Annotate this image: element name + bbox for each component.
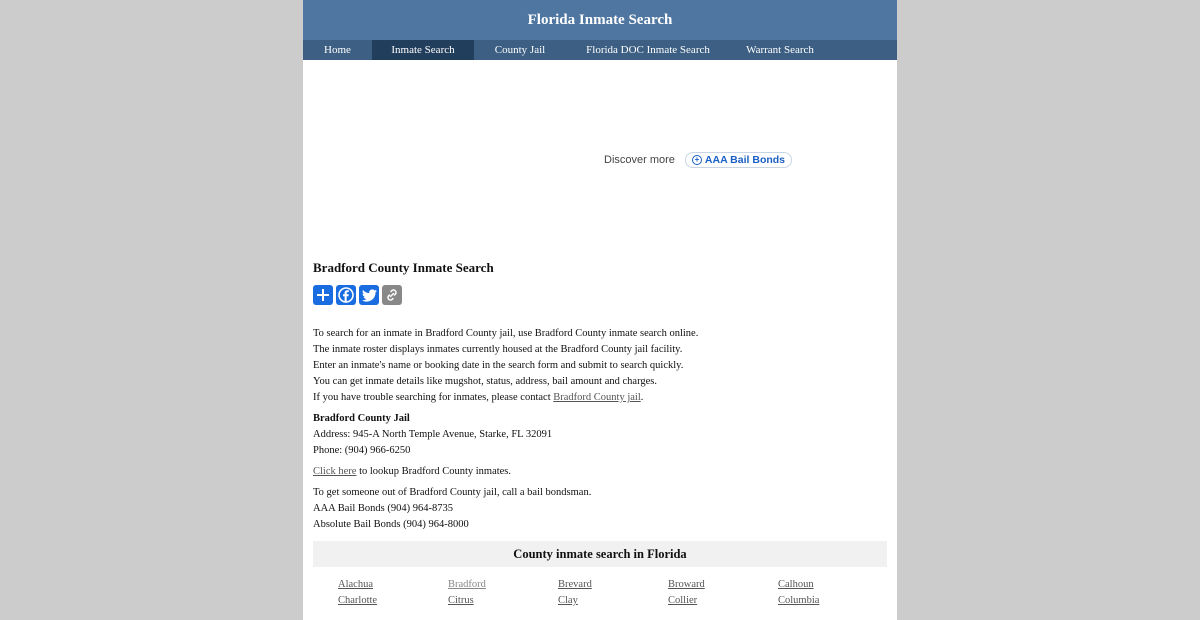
bail-line-2: Absolute Bail Bonds (904) 964-8000: [313, 519, 469, 530]
facebook-button[interactable]: [336, 285, 356, 305]
facebook-icon: [338, 287, 354, 303]
intro-line-1: To search for an inmate in Bradford County jail, use Bradford County inmate search online.: [313, 328, 699, 339]
bail-intro: To get someone out of Bradford County jail, call a bail bondsman.: [313, 487, 592, 498]
county-link-collier[interactable]: Collier: [668, 595, 698, 606]
twitter-icon: [362, 289, 377, 302]
bail-info: [313, 485, 887, 533]
intro-line-5: [313, 390, 887, 406]
county-link-brevard[interactable]: Brevard: [558, 579, 592, 590]
share-buttons: [313, 285, 887, 305]
intro-text: [313, 326, 887, 406]
share-plus-button[interactable]: [313, 285, 333, 305]
site-title[interactable]: Florida Inmate Search: [527, 11, 673, 28]
county-link-citrus[interactable]: Citrus: [448, 595, 474, 606]
site-header: [303, 0, 897, 40]
ad-area: [303, 60, 897, 256]
nav-bar: [303, 40, 897, 60]
counties-heading: County inmate search in Florida: [313, 541, 887, 567]
county-link-charlotte[interactable]: Charlotte: [338, 595, 378, 606]
nav-home[interactable]: Home: [324, 44, 351, 56]
plus-circle-icon: +: [692, 155, 702, 165]
bail-line-1: AAA Bail Bonds (904) 964-8735: [313, 503, 453, 514]
lookup-text: to lookup Bradford County inmates.: [356, 466, 512, 477]
county-link-bradford[interactable]: Bradford: [448, 579, 486, 590]
county-link-calhoun[interactable]: Calhoun: [778, 579, 814, 590]
county-link-columbia[interactable]: Columbia: [778, 595, 820, 606]
jail-phone: Phone: (904) 966-6250: [313, 445, 411, 456]
county-link-alachua[interactable]: Alachua: [338, 579, 373, 590]
nav-florida-doc[interactable]: Florida DOC Inmate Search: [586, 44, 710, 56]
nav-inmate-search[interactable]: Inmate Search: [372, 40, 474, 60]
copy-link-icon: [385, 288, 399, 302]
intro-line-3: Enter an inmate's name or booking date in the search form and submit to search quickly.: [313, 360, 684, 371]
county-grid: [313, 579, 887, 606]
intro-line-2: The inmate roster displays inmates currently housed at the Bradford County jail facility.: [313, 344, 683, 355]
ad-bail-bonds-button[interactable]: [685, 152, 792, 168]
lookup-line: [313, 464, 887, 480]
discover-more-label: Discover more: [604, 154, 675, 166]
copy-link-button[interactable]: [382, 285, 402, 305]
intro-line-5-suffix: .: [640, 392, 644, 403]
twitter-button[interactable]: [359, 285, 379, 305]
nav-warrant-search[interactable]: Warrant Search: [746, 44, 814, 56]
intro-line-5-prefix: If you have trouble searching for inmates, please contact: [313, 392, 554, 403]
jail-address: Address: 945-A North Temple Avenue, Starke, FL 32091: [313, 429, 553, 440]
main-content: [303, 256, 897, 606]
jail-name: Bradford County Jail: [313, 413, 410, 424]
jail-info: [313, 411, 887, 459]
intro-line-4: You can get inmate details like mugshot, status, address, bail amount and charges.: [313, 376, 658, 387]
ad-row: [604, 152, 792, 168]
share-plus-icon: [316, 288, 330, 302]
lookup-link[interactable]: Click here: [313, 466, 357, 477]
ad-pill-label: AAA Bail Bonds: [704, 154, 786, 166]
county-link-broward[interactable]: Broward: [668, 579, 705, 590]
page-title: Bradford County Inmate Search: [313, 260, 494, 275]
county-link-clay[interactable]: Clay: [558, 595, 578, 606]
jail-contact-link[interactable]: Bradford County jail: [553, 392, 641, 403]
nav-county-jail[interactable]: County Jail: [494, 44, 546, 56]
page-container: [303, 0, 897, 620]
